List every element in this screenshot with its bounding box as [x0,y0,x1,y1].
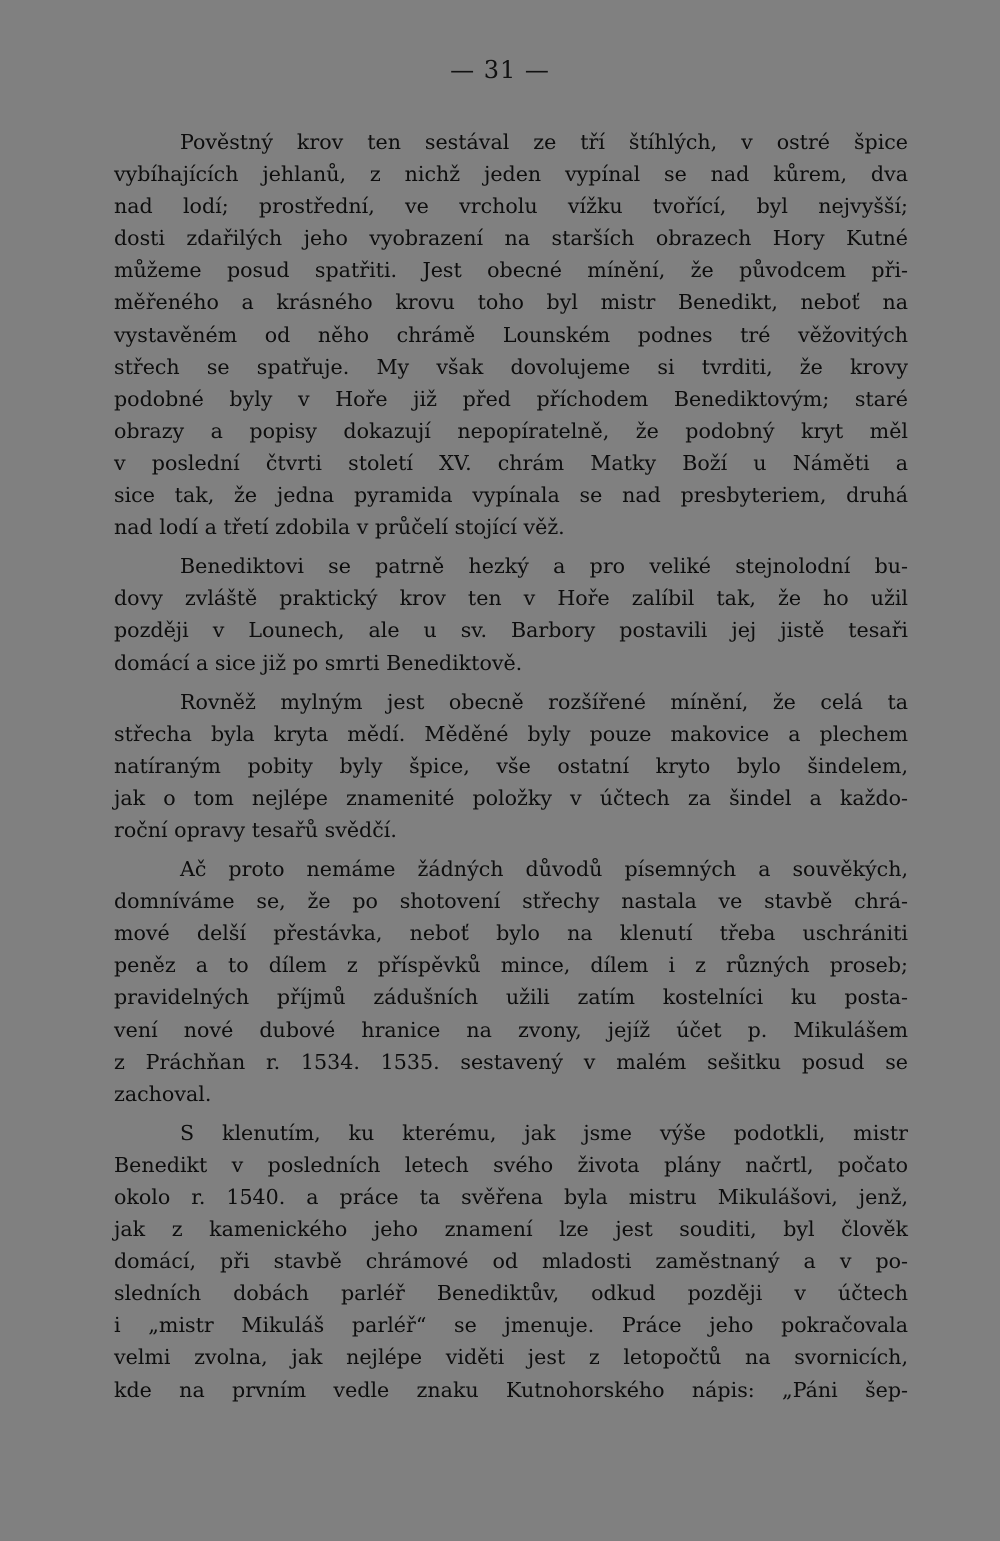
text-line: vystavěném od něho chrámě Lounském podnes tré věžovitých [114,322,908,347]
text-line: mové delší přestávka, neboť bylo na klenutí třeba uschrániti [114,921,908,946]
text-line: jak z kamenického jeho znamení lze jest souditi, byl člověk [114,1217,908,1242]
paragraph [114,550,908,678]
text-line: nad lodí; prostřední, ve vrcholu vížku tvořící, byl nejvyšší; [114,194,908,219]
text-line: Rovněž mylným jest obecně rozšířené mínění, že celá ta [180,689,908,714]
paragraph [114,686,908,846]
text-line: z Práchňan r. 1534. 1535. sestavený v malém sešitku posud se [114,1049,908,1074]
text-line: velmi zvolna, jak nejlépe viděti jest z letopočtů na svornicích, [114,1345,908,1370]
text-body [114,126,908,1413]
text-line: S klenutím, ku kterému, jak jsme výše podotkli, mistr [180,1120,908,1145]
text-line: později v Lounech, ale u sv. Barbory postavili jej jistě tesaři [114,618,908,643]
text-line: střech se spatřuje. My však dovolujeme si tvrditi, že krovy [114,354,908,379]
text-line: sledních dobách parléř Benediktův, odkud později v účtech [114,1281,908,1306]
text-line: roční opravy tesařů svědčí. [114,817,397,842]
text-line: měřeného a krásného krovu toho byl mistr Benedikt, neboť na [114,290,908,315]
paragraph [114,1117,908,1406]
text-line: zachoval. [114,1081,212,1106]
paragraph [114,853,908,1110]
text-line: peněz a to dílem z příspěvků mince, dílem i z různých proseb; [114,953,908,978]
text-line: kde na prvním vedle znaku Kutnohorského nápis: „Páni šep- [114,1377,908,1402]
paragraph [114,126,908,543]
text-line: v poslední čtvrti století XV. chrám Matky Boží u Náměti a [114,450,908,475]
text-line: vení nové dubové hranice na zvony, jejíž účet p. Mikulášem [114,1017,908,1042]
text-line: okolo r. 1540. a práce ta svěřena byla mistru Mikulášovi, jenž, [114,1185,908,1209]
text-line: domácí a sice již po smrti Benediktově. [114,650,523,675]
text-line: dosti zdařilých jeho vyobrazení na starších obrazech Hory Kutné [114,226,908,251]
text-line: Pověstný krov ten sestával ze tří štíhlých, v ostré špice [180,130,908,154]
text-line: vybíhajících jehlanů, z nichž jeden vypínal se nad kůrem, dva [114,162,908,187]
text-line: nad lodí a třetí zdobila v průčelí stojící věž. [114,515,565,540]
text-line: domácí, při stavbě chrámové od mladosti zaměstnaný a v po- [114,1249,908,1274]
text-line: natíraným pobity byly špice, vše ostatní kryto bylo šindelem, [114,753,908,778]
text-line: jak o tom nejlépe znamenité položky v účtech za šindel a každo- [114,785,908,810]
page-number: — 31 — [450,56,550,84]
text-line: můžeme posud spatřiti. Jest obecné mínění, že původcem při- [114,258,908,283]
text-line: Benedikt v posledních letech svého života plány načrtl, počato [114,1152,908,1177]
text-line: dovy zvláště praktický krov ten v Hoře zalíbil tak, že ho užil [114,586,908,611]
text-line: domníváme se, že po shotovení střechy nastala ve stavbě chrá- [114,889,908,914]
text-line: podobné byly v Hoře již před příchodem Benediktovým; staré [114,386,908,411]
text-line: sice tak, že jedna pyramida vypínala se nad presbyteriem, druhá [114,483,908,508]
text-line: střecha byla kryta mědí. Měděné byly pouze makovice a plechem [114,721,908,746]
text-line: pravidelných příjmů zádušních užili zatím kostelníci ku posta- [114,985,908,1010]
text-line: i „mistr Mikuláš parléř“ se jmenuje. Práce jeho pokračovala [114,1313,908,1338]
text-line: Benediktovi se patrně hezký a pro veliké stejnolodní bu- [180,554,908,579]
text-line: Ač proto nemáme žádných důvodů písemných a souvěkých, [180,857,908,882]
text-line: obrazy a popisy dokazují nepopíratelně, že podobný kryt měl [114,418,908,443]
